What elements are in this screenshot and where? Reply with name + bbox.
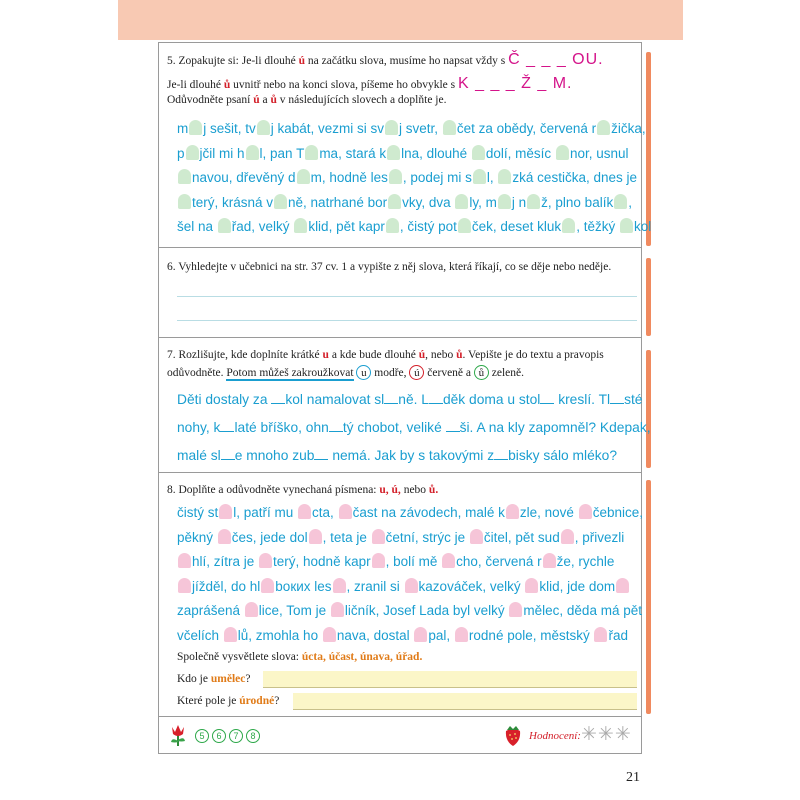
gap-slot[interactable] (259, 553, 272, 568)
ex7-text: červeně a (427, 367, 472, 379)
letter-u-long: ú (253, 94, 260, 106)
gap-slot[interactable] (178, 194, 191, 209)
ex7-text: modře, (374, 367, 407, 379)
gap-slot[interactable] (543, 553, 556, 568)
gap-slot[interactable] (525, 578, 538, 593)
ex5-line2 (167, 77, 572, 92)
letter-u-long: ú, (391, 484, 401, 496)
gap-slot[interactable] (305, 145, 318, 160)
ex8-exercise-text (177, 501, 643, 648)
strawberry-icon (502, 723, 524, 747)
ex8-text: Kdo je (177, 673, 208, 685)
gap-slot[interactable] (274, 194, 287, 209)
ex8-row: zaprášená lice, Tom je ličník, Josef Lada byl velký mělec, děda má pět (177, 603, 642, 618)
explain-words: úcta, účast, únava, úřad. (301, 651, 423, 663)
gap-slot[interactable] (472, 145, 485, 160)
ex8-text: ? (245, 673, 251, 685)
gap-slot[interactable] (297, 169, 310, 184)
answer-line[interactable] (177, 320, 637, 321)
letter-u-long: ú (418, 349, 426, 361)
exercise-number-badge: 8 (246, 729, 260, 743)
exercise-7 (159, 338, 651, 473)
ex5-text: 5. Zopakujte si: Je-li dlouhé (167, 55, 296, 67)
letter-u-ring: ů (223, 79, 231, 91)
ex8-row: čistý st l, patří mu cta, čast na závodech, malé k zle, nové čebnice, (177, 505, 643, 520)
gap-slot[interactable] (597, 120, 610, 135)
gap-slot[interactable] (298, 504, 311, 519)
page-number: 21 (626, 770, 640, 785)
letter-u-ring: ů (270, 94, 277, 106)
blank-line[interactable] (329, 430, 343, 432)
ex7-text: zeleně. (491, 367, 525, 379)
gap-slot[interactable] (387, 145, 400, 160)
gap-slot[interactable] (257, 120, 270, 135)
keyword-umelec: umělec (210, 673, 246, 685)
circled-u-ring-green: ů (474, 365, 489, 380)
ex7-exercise-text (177, 386, 651, 470)
gap-slot[interactable] (498, 169, 511, 184)
gap-slot[interactable] (224, 627, 237, 642)
ex7-underlined-text: Potom můžeš zakroužkovat (226, 367, 354, 379)
ex5-row: terý, krásná v ně, natrhané bor vky, dva ly, m j n ž, plno balík , (177, 191, 651, 216)
blank-line[interactable] (429, 402, 443, 404)
gap-slot[interactable] (405, 578, 418, 593)
gap-slot[interactable] (527, 194, 540, 209)
ex5-exercise-text (177, 117, 651, 240)
gap-slot[interactable] (309, 529, 322, 544)
rating-label: Hodnocení: (529, 730, 581, 742)
letter-u: u, (379, 484, 389, 496)
gap-slot[interactable] (246, 145, 259, 160)
ex7-row: malé sl e mnoho zub nemá. Jak by s takovými z bisky sálo mléko? (177, 448, 617, 463)
ex5-row: p jčil mi h l, pan T ma, stará k lna, dlouhé dolí, měsíc nor, usnul (177, 145, 629, 161)
ex5-row: šel na řad, velký klid, pět kapr , čistý pot ček, deset kluk , těžký kol (177, 219, 652, 234)
hint-word-cestou: Č _ _ _ OU. (508, 51, 604, 68)
letter-u-long: ú (298, 55, 305, 67)
gap-slot[interactable] (455, 627, 468, 642)
blank-line[interactable] (314, 458, 328, 460)
ex8-text: ? (274, 695, 280, 707)
gap-slot[interactable] (473, 169, 486, 184)
ex5-text: na začátku slova, musíme ho napsat vždy s (307, 55, 506, 67)
ex7-row: nohy, k laté bříško, ohn tý chobot, veliké ši. A na kly zapomněl? Kdepak, (177, 420, 651, 435)
gap-slot[interactable] (556, 145, 569, 160)
ex5-row: m j sešit, tv j kabát, vezmi si sv j svetr, čet za obědy, červená r žička, (177, 121, 646, 136)
question-urodne (177, 695, 279, 707)
gap-slot[interactable] (443, 120, 456, 135)
hint-word-kouzlem: K _ _ _ Ž _ M. (458, 75, 573, 92)
gap-slot[interactable] (620, 218, 633, 233)
gap-slot[interactable] (218, 529, 231, 544)
gap-slot[interactable] (218, 218, 231, 233)
ex8-text: Společně vysvětlete slova: (177, 651, 299, 663)
gap-slot[interactable] (245, 602, 258, 617)
ex5-text: Odůvodněte psaní (167, 94, 251, 106)
ex8-row: hlí, zítra je terý, hodně kapr , bolí mě cho, červená r že, rychle (177, 550, 643, 575)
gap-slot[interactable] (186, 145, 199, 160)
exercise-number-badge: 7 (229, 729, 243, 743)
gap-slot[interactable] (616, 578, 629, 593)
gap-slot[interactable] (178, 578, 191, 593)
exercise-number-badge: 6 (212, 729, 226, 743)
exercise-numbers (195, 729, 263, 743)
gap-slot[interactable] (614, 194, 627, 209)
ex5-line3 (167, 93, 446, 107)
ex7-text: a kde bude dlouhé (331, 349, 416, 361)
gap-slot[interactable] (509, 602, 522, 617)
ex7-line1 (167, 348, 604, 362)
gap-slot[interactable] (579, 504, 592, 519)
ex7-text: 7. Rozlišujte, kde doplníte krátké (167, 349, 320, 361)
header-band (118, 0, 683, 40)
ex8-row: pěkný čes, jede dol , teta je četní, strýc je čitel, pět sud , přivezli (177, 529, 625, 545)
ex6-instruction: 6. Vyhledejte v učebnici na str. 37 cv. 1 a vypište z něj slova, která říkají, co se děje nebo neděje. (167, 261, 612, 273)
worksheet (158, 42, 652, 754)
ex5-text: uvnitř nebo na konci slova, píšeme ho obvykle s (233, 79, 456, 91)
gap-slot[interactable] (498, 194, 511, 209)
ex8-text: Které pole je (177, 695, 237, 707)
gap-slot[interactable] (470, 529, 483, 544)
blank-line[interactable] (540, 402, 554, 404)
gap-slot[interactable] (385, 120, 398, 135)
circled-u-long-red: ú (409, 365, 424, 380)
ex7-text: . Vepište je do textu a pravopis (462, 349, 604, 361)
gap-slot[interactable] (506, 504, 519, 519)
rating-stars[interactable]: ✳✳✳ (581, 724, 632, 745)
exercise-number-badge: 5 (195, 729, 209, 743)
ex7-line2 (167, 365, 524, 380)
letter-u-ring: ů. (428, 484, 439, 496)
gap-slot[interactable] (561, 529, 574, 544)
gap-slot[interactable] (442, 553, 455, 568)
blank-line[interactable] (610, 402, 624, 404)
worksheet-footer (159, 717, 641, 753)
question-umelec (177, 673, 250, 685)
letter-u: u (322, 349, 329, 361)
ex5-row: navou, dřevěný d m, hodně les , podej mi s l, zká cestička, dnes je (177, 166, 651, 191)
ex7-row: Děti dostaly za kol namalovat sl ně. L děk doma u stol kreslí. Tl sté (177, 392, 643, 407)
gap-slot[interactable] (458, 218, 471, 233)
gap-slot[interactable] (339, 504, 352, 519)
ex8-text: nebo (403, 484, 427, 496)
ex7-text: , nebo (425, 349, 454, 361)
ex5-text: a (262, 94, 268, 106)
gap-slot[interactable] (386, 218, 399, 233)
letter-u-ring: ů (456, 349, 463, 361)
keyword-urodne: úrodné (239, 695, 275, 707)
gap-slot[interactable] (261, 578, 274, 593)
gap-slot[interactable] (178, 169, 191, 184)
side-bar-ex6 (646, 258, 651, 336)
gap-slot[interactable] (372, 553, 385, 568)
ex5-line1 (167, 53, 604, 68)
blank-line[interactable] (446, 430, 460, 432)
gap-slot[interactable] (219, 504, 232, 519)
blank-line[interactable] (221, 458, 235, 460)
tulip-icon (167, 723, 189, 747)
circled-u-blue: u (356, 365, 371, 380)
gap-slot[interactable] (594, 627, 607, 642)
gap-slot[interactable] (372, 529, 385, 544)
answer-line[interactable] (177, 296, 637, 297)
blank-line[interactable] (220, 430, 234, 432)
blank-line[interactable] (271, 402, 285, 404)
ex5-text: Je-li dlouhé (167, 79, 221, 91)
exercise-8 (159, 473, 641, 717)
ex8-title (167, 483, 438, 497)
gap-slot[interactable] (294, 218, 307, 233)
blank-line[interactable] (494, 458, 508, 460)
answer-field-urodne[interactable] (293, 693, 637, 710)
exercise-5 (159, 43, 652, 248)
ex8-row: jížděl, do hl boких les , zranil si kazováček, velký klid, jde dom (177, 575, 643, 600)
ex8-explain (177, 651, 422, 663)
ex5-text: v následujících slovech a doplňte je. (279, 94, 447, 106)
gap-slot[interactable] (455, 194, 468, 209)
ex8-row: včelích lů, zmohla ho nava, dostal pal, rodné pole, městský řad (177, 627, 628, 643)
gap-slot[interactable] (389, 169, 402, 184)
gap-slot[interactable] (414, 627, 427, 642)
answer-field-umelec[interactable] (263, 671, 637, 688)
gap-slot[interactable] (178, 553, 191, 568)
gap-slot[interactable] (189, 120, 202, 135)
gap-slot[interactable] (388, 194, 401, 209)
side-bar-ex8 (646, 480, 651, 714)
gap-slot[interactable] (323, 627, 336, 642)
ex7-text: odůvodněte. (167, 367, 224, 379)
blank-line[interactable] (384, 402, 398, 404)
gap-slot[interactable] (333, 578, 346, 593)
exercise-6 (159, 248, 641, 338)
gap-slot[interactable] (562, 218, 575, 233)
ex8-text: 8. Doplňte a odůvodněte vynechaná písmena: (167, 484, 377, 496)
gap-slot[interactable] (331, 602, 344, 617)
